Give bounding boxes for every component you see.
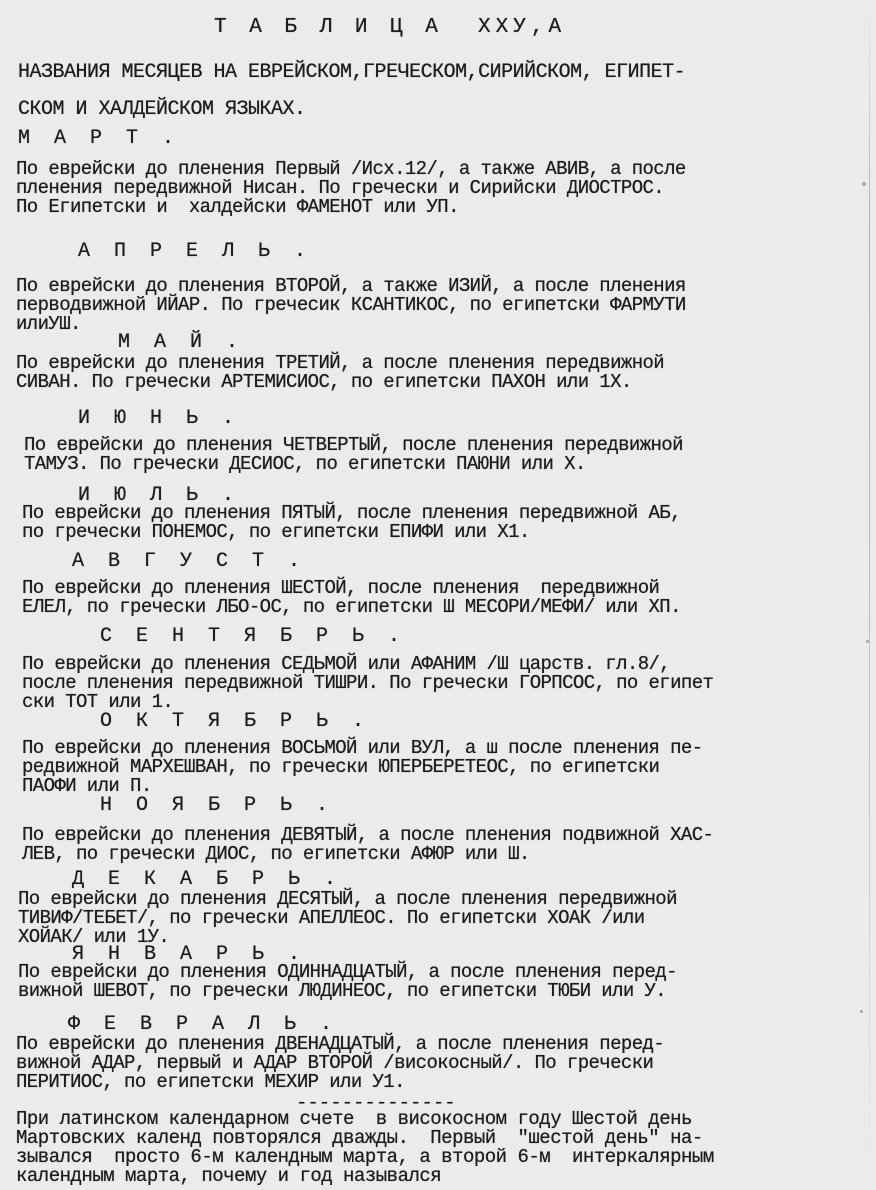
text-line: зывался просто 6-м календным марта, а второй 6-м интеркалярным <box>16 1146 714 1168</box>
paper-speck <box>862 182 866 186</box>
month-heading-april: А П Р Е Л Ь . <box>78 240 313 263</box>
paper-speck <box>866 640 869 643</box>
text-line: По еврейски до пленения ДВЕНАДЦАТЫЙ, а после пленения перед- <box>16 1033 665 1055</box>
month-heading-august: А В Г У С Т . <box>72 550 307 573</box>
text-line: По еврейски до пленения ОДИННАДЦАТЫЙ, а после пленения перед- <box>18 961 677 983</box>
text-line: По еврейски до пленения ШЕСТОЙ, после пленения передвижной <box>22 577 660 599</box>
text-line: ПАОФИ или П. <box>22 775 152 797</box>
heading-line-1: НАЗВАНИЯ МЕСЯЦЕВ НА ЕВРЕЙСКОМ,ГРЕЧЕСКОМ,СИРИЙСКОМ, ЕГИПЕТ- <box>18 61 686 84</box>
month-text-december <box>18 890 677 947</box>
text-line: редвижной МАРХЕШВАН, по гречески ЮПЕРБЕРЕТЕОС, по египетски <box>22 756 660 778</box>
month-text-november <box>22 826 713 864</box>
text-line: календным марта, почему и год назывался <box>16 1165 442 1187</box>
month-heading-september: С Е Н Т Я Б Р Ь . <box>100 625 407 648</box>
text-line: ЛЕВ, по гречески ДИОС, по египетски АФЮР или Ш. <box>22 843 530 865</box>
text-line: по гречески ПОНЕМОС, по египетски ЕПИФИ или Х1. <box>22 521 530 543</box>
text-line: Мартовских календ повторялся дважды. Первый "шестой день" на- <box>16 1127 703 1149</box>
text-line: после пленения передвижной ТИШРИ. По гречески ГОРПСОС, по египет <box>22 672 714 694</box>
text-line: По еврейски до пленения Первый /Исх.12/, а также АВИВ, а после <box>16 158 686 180</box>
month-text-october <box>22 739 703 796</box>
text-line: ТАМУЗ. По гречески ДЕСИОС, по египетски ПАЮНИ или Х. <box>24 453 586 475</box>
text-line: По еврейски до пленения ДЕСЯТЫЙ, а после пленения передвижной <box>18 888 677 910</box>
text-line: По Египетски и халдейски ФАМЕНОТ или УП. <box>16 196 459 218</box>
month-text-january <box>18 963 677 1001</box>
text-line: По еврейски до пленения ВОСЬМОЙ или ВУЛ, а ш после пленения пе- <box>22 737 703 759</box>
month-heading-december: Д Е К А Б Р Ь . <box>72 868 343 891</box>
text-line: илиУШ. <box>16 313 81 335</box>
month-text-july <box>22 504 681 542</box>
text-line: вижной АДАР, первый и АДАР ВТОРОЙ /високосный/. По гречески <box>16 1052 654 1074</box>
month-text-march <box>16 160 686 217</box>
text-line: По еврейски до пленения ЧЕТВЕРТЫЙ, после пленения передвижной <box>24 434 683 456</box>
text-line: По еврейски до пленения ВТОРОЙ, а также ИЗИЙ, а после пленения <box>16 275 686 297</box>
month-text-may <box>16 354 664 392</box>
text-line: По еврейски до пленения ПЯТЫЙ, после пленения передвижной АБ, <box>22 502 681 524</box>
text-line: ЕЛЕЛ, по гречески ЛБО-ОС, по египетски Ш МЕСОРИ/МЕФИ/ или ХП. <box>22 596 681 618</box>
month-text-september <box>22 655 713 712</box>
text-line: перводвижной ИЙАР. По гречесик КСАНТИКОС, по египетски ФАРМУТИ <box>16 294 686 316</box>
text-line: вижной ШЕВОТ, по гречески ЛЮДИНЕОС, по египетски ТЮБИ или У. <box>18 980 667 1002</box>
month-heading-may: М А Й . <box>118 331 245 354</box>
month-heading-november: Н О Я Б Р Ь . <box>100 794 335 817</box>
text-line: пленения передвижной Нисан. По гречески и Сирийски ДИОСТРОС. <box>16 177 665 199</box>
month-heading-june: И Ю Н Ь . <box>78 407 241 430</box>
heading-line-2: СКОМ И ХАЛДЕЙСКОМ ЯЗЫКАХ. <box>18 98 306 121</box>
month-text-august <box>22 579 681 617</box>
month-heading-july: И Ю Л Ь . <box>78 484 241 507</box>
text-line: ХОЙАК/ или 1У. <box>18 926 170 948</box>
leap-year-note <box>16 1110 714 1186</box>
month-heading-march: М А Р Т . <box>18 127 181 150</box>
text-line: По еврейски до пленения СЕДЬМОЙ или АФАНИМ /Ш царств. гл.8/, <box>22 653 671 675</box>
section-divider: -------------- <box>296 1092 456 1114</box>
paper-speck <box>860 1010 863 1013</box>
text-line: СИВАН. По гречески АРТЕМИСИОС, по египетски ПАХОН или 1Х. <box>16 371 632 393</box>
document-title: Т А Б Л И Ц А XXУ,А <box>214 16 567 39</box>
month-heading-october: О К Т Я Б Р Ь . <box>100 710 371 733</box>
text-line: По еврейски до пленения ТРЕТИЙ, а после пленения передвижной <box>16 352 665 374</box>
month-text-april <box>16 277 686 334</box>
month-heading-february: Ф Е В Р А Л Ь . <box>68 1013 339 1036</box>
month-heading-january: Я Н В А Р Ь . <box>72 943 307 966</box>
text-line: ски ТОТ или 1. <box>22 691 174 713</box>
text-line: ТИВИФ/ТЕБЕТ/, по гречески АПЕЛЛЕОС. По египетски ХОАК /или <box>18 907 645 929</box>
document-heading <box>18 54 685 128</box>
text-line: ПЕРИТИОС, по египетски МЕХИР или У1. <box>16 1071 405 1093</box>
month-text-june <box>24 436 683 474</box>
page-edge-shadow <box>869 0 870 1190</box>
text-line: По еврейски до пленения ДЕВЯТЫЙ, а после пленения подвижной ХАС- <box>22 824 714 846</box>
text-line: При латинском календарном счете в високосном году Шестой день <box>16 1108 692 1130</box>
month-text-february <box>16 1035 664 1092</box>
